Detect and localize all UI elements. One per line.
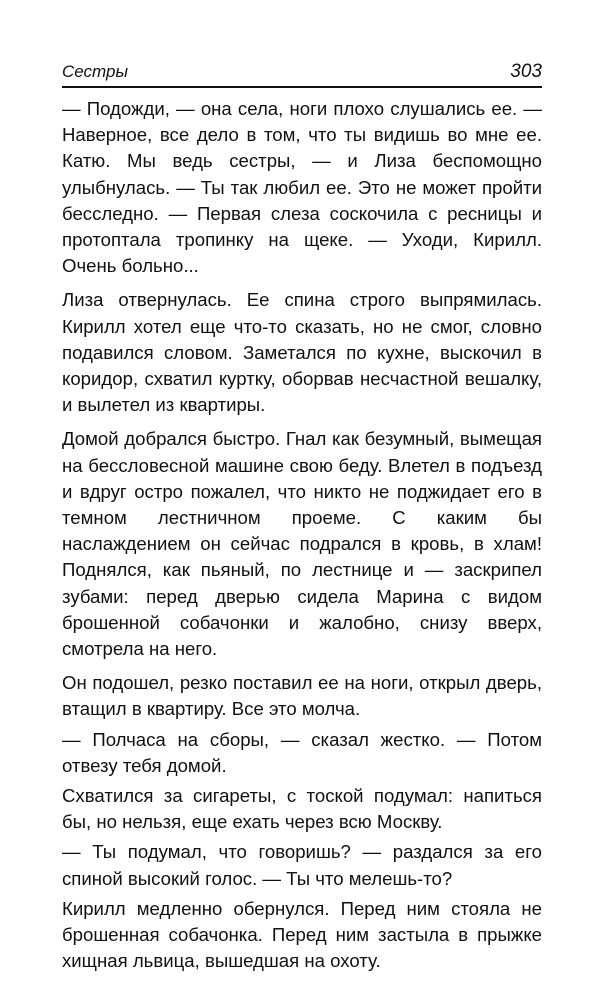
- paragraph: Кирилл медленно обернулся. Перед ним стояла не брошенная собачонка. Перед ним застыла в прыжке хищная львица, вышедшая на охоту.: [62, 897, 542, 972]
- running-title: Сестры: [62, 62, 128, 81]
- page-number: 303: [510, 61, 542, 82]
- body-text: [62, 96, 542, 975]
- paragraph: Он подошел, резко поставил ее на ноги, открыл дверь, втащил в квартиру. Все это молча.: [62, 672, 542, 720]
- paragraph: — Полчаса на сборы, — сказал жестко. — Потом отвезу тебя домой.: [62, 728, 542, 776]
- paragraph: — Ты подумал, что говоришь? — раздался за его спиной высокий голос. — Ты что мелешь-то?: [62, 841, 542, 889]
- paragraph: Лиза отвернулась. Ее спина строго выпрямилась. Кирилл хотел еще что-то сказать, но не смог, словно подавился словом. Заметался по кухне, выскочил в коридор, схватил куртку, оборвав несчастной вешалку, и вылетел из квартиры.: [62, 289, 542, 416]
- paragraph: — Подожди, — она села, ноги плохо слушались ее. — Наверное, все дело в том, что ты видишь во мне ее. Катю. Мы ведь сестры, — и Лиза беспомощно улыбнулась. — Ты так любил ее. Это не может пройти бесследно. — Первая слеза соскочила с ресницы и протоптала тропинку на щеке. — Уходи, Кирилл. Очень больно...: [62, 98, 542, 277]
- paragraph: Схватился за сигареты, с тоской подумал: напиться бы, но нельзя, еще ехать через всю Москву.: [62, 785, 542, 833]
- book-page: [62, 62, 542, 983]
- running-head: [62, 62, 542, 88]
- paragraph: Домой добрался быстро. Гнал как безумный, вымещая на бессловесной машине свою беду. Влетел в подъезд и вдруг остро пожалел, что никто не поджидает его в темном лестничном проеме. С каким бы наслаждением он сейчас подрался в кровь, в хлам! Поднялся, как пьяный, по лестнице и — заскрипел зубами: перед дверью сидела Марина с видом брошенной собачонки и жалобно, снизу вверх, смотрела на него.: [62, 428, 542, 660]
